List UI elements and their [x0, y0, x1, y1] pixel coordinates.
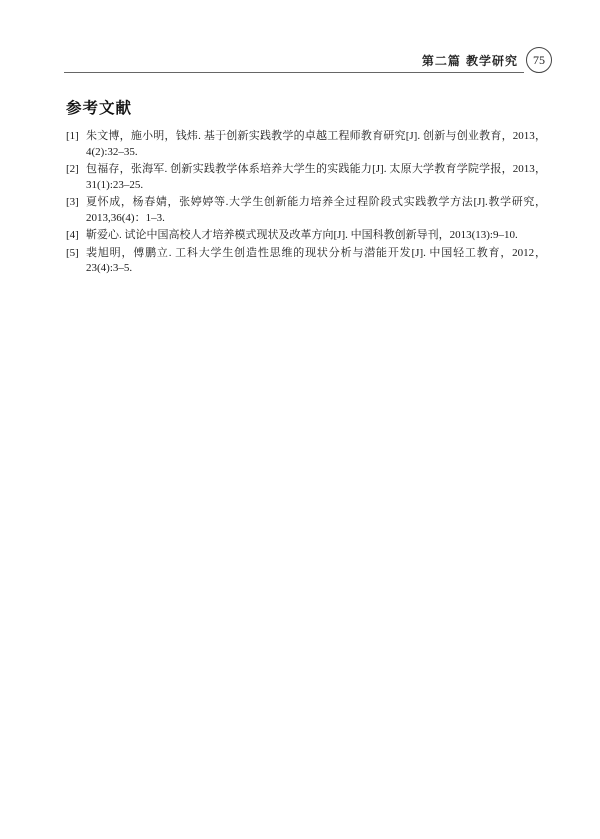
running-header [422, 46, 552, 74]
reference-number: [1] [66, 130, 79, 142]
reference-item [66, 162, 546, 193]
reference-text: 朱文博，施小明，钱炜. 基于创新实践教学的卓越工程师教育研究[J]. 创新与创业教育，2013，4(2):32–35. [86, 130, 546, 158]
reference-number: [3] [66, 196, 79, 208]
reference-item [66, 228, 546, 244]
reference-item [66, 129, 546, 160]
reference-item [66, 195, 546, 226]
page-number: 75 [526, 47, 552, 73]
reference-text: 靳爱心. 试论中国高校人才培养模式现状及改革方向[J]. 中国科教创新导刊，2013(13):9–10. [86, 229, 518, 241]
header-rule [64, 72, 524, 73]
reference-item [66, 246, 546, 277]
reference-number: [5] [66, 246, 79, 259]
reference-number: [4] [66, 229, 79, 241]
reference-text: 裴旭明，傅鹏立. 工科大学生创造性思维的现状分析与潜能开发[J]. 中国轻工教育，2012，23(4):3–5. [86, 246, 546, 274]
reference-text: 包福存，张海军. 创新实践教学体系培养大学生的实践能力[J]. 太原大学教育学院学报，2013，31(1):23–25. [86, 163, 546, 191]
reference-list [66, 129, 546, 279]
running-title: 第二篇 教学研究 [421, 53, 518, 68]
reference-text: 夏怀成，杨春婧，张婷婷等.大学生创新能力培养全过程阶段式实践教学方法[J].教学研究，2013,36(4)：1–3. [86, 196, 546, 224]
reference-number: [2] [66, 163, 79, 175]
section-title: 参考文献 [66, 99, 133, 117]
